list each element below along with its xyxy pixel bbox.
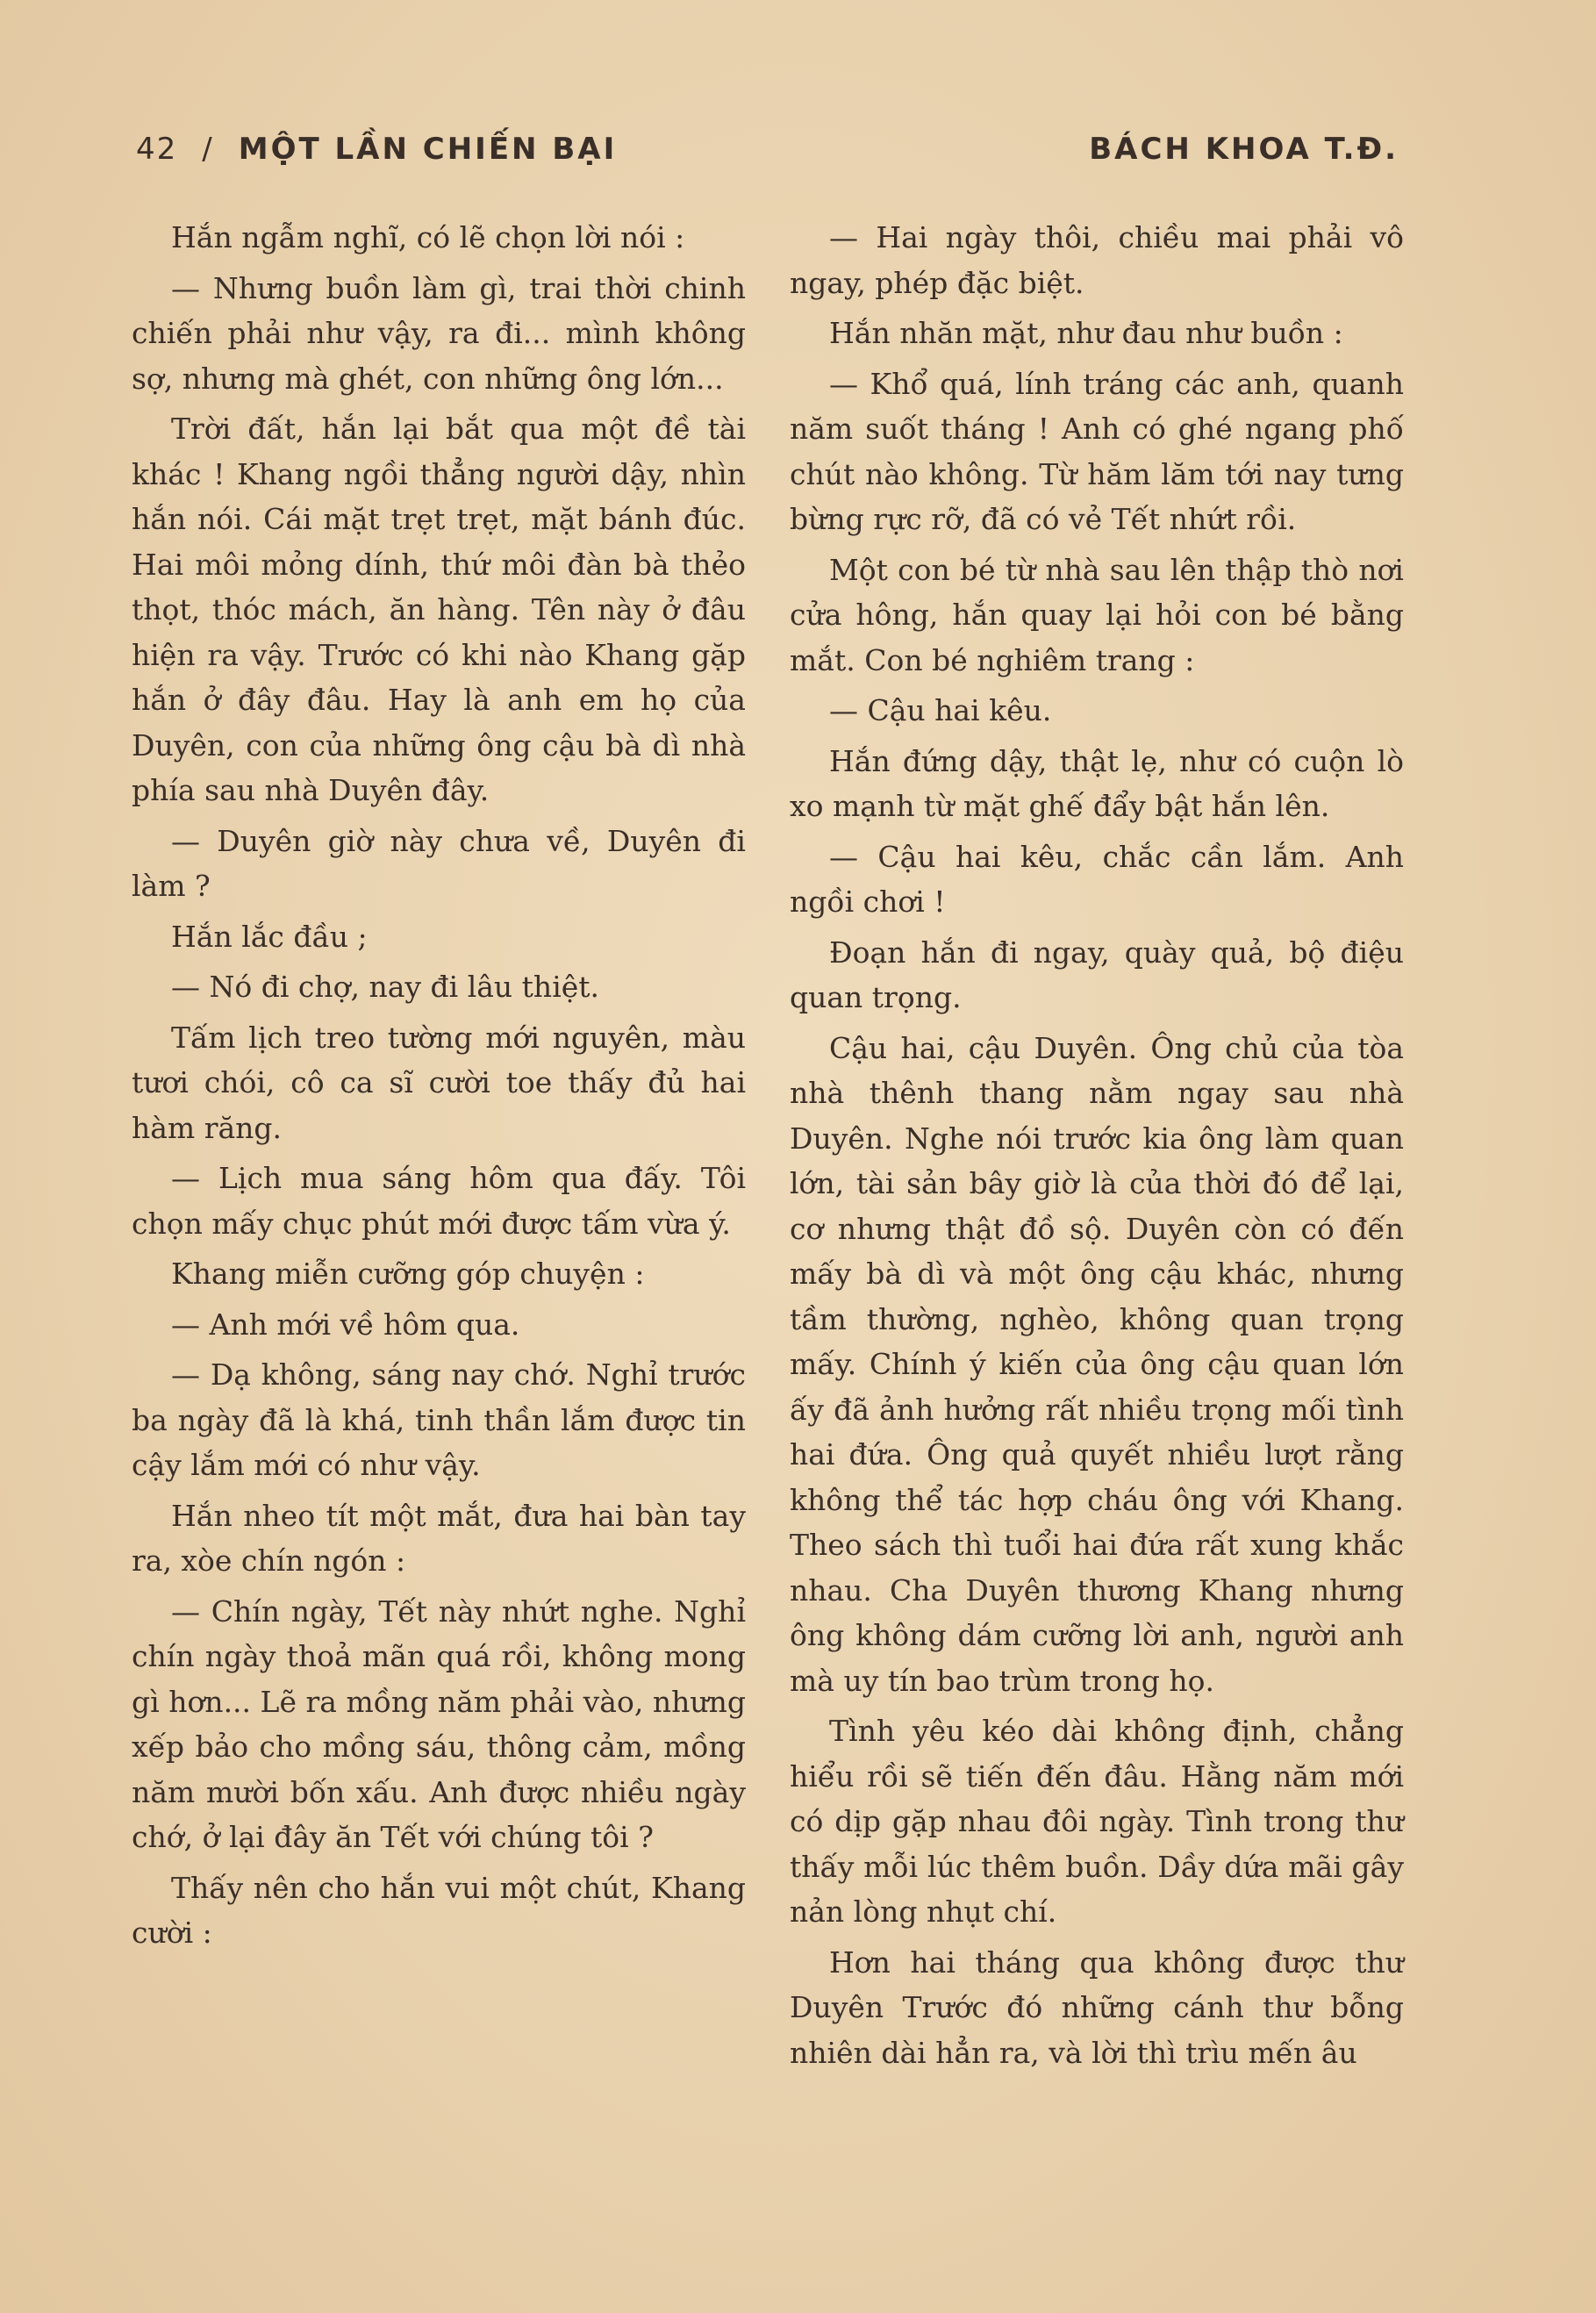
paragraph: Khang miễn cưỡng góp chuyện :: [171, 1257, 645, 1291]
paragraph: — Cậu hai kêu.: [829, 693, 1052, 727]
page-number: 42: [136, 132, 178, 167]
right-column: [790, 215, 1404, 2181]
paragraph: Trời đất, hắn lại bắt qua một đề tài khác ! Khang ngồi thẳng người dậy, nhìn hắn nói. Cái mặt trẹt trẹt, mặt bánh đúc. Hai môi mỏng dính, thứ môi đàn bà thẻo thọt, thóc mách, ăn hàng. Tên này ở đâu hiện ra vậy. Trước có khi nào Khang gặp hắn ở đây đâu. Hay là anh em họ của Duyên, con của những ông cậu bà dì nhà phía sau nhà Duyên đây.: [132, 412, 746, 807]
paragraph: — Duyên giờ này chưa về, Duyên đi làm ?: [132, 823, 746, 903]
paragraph: — Dạ không, sáng nay chớ. Nghỉ trước ba ngày đã là khá, tinh thần lắm được tin cậy lắm mới có như vậy.: [132, 1357, 746, 1482]
paragraph: Cậu hai, cậu Duyên. Ông chủ của tòa nhà thênh thang nằm ngay sau nhà Duyên. Nghe nói trước kia ông làm quan lớn, tài sản bây giờ là của thời đó để lại, cơ nhưng thật đồ sộ. Duyên còn có đến mấy bà dì và một ông cậu khác, nhưng tầm thường, nghèo, không quan trọng mấy. Chính ý kiến của ông cậu quan lớn ấy đã ảnh hưởng rất nhiều trọng mối tình hai đứa. Ông quả quyết nhiều lượt rằng không thể tác hợp cháu ông với Khang. Theo sách thì tuổi hai đứa rất xung khắc nhau. Cha Duyên thương Khang nhưng ông không dám cưỡng lời anh, người anh mà uy tín bao trùm trong họ.: [790, 1030, 1404, 1698]
paragraph: — Lịch mua sáng hôm qua đấy. Tôi chọn mấy chục phút mới được tấm vừa ý.: [132, 1161, 746, 1241]
article-title: MỘT LẦN CHIẾN BẠI: [238, 132, 618, 167]
paragraph: Hắn nhăn mặt, như đau như buồn :: [829, 316, 1343, 350]
paragraph: — Nhưng buồn làm gì, trai thời chinh chiến phải như vậy, ra đi... mình không sợ, nhưng mà ghét, con những ông lớn...: [132, 270, 746, 396]
paragraph: — Cậu hai kêu, chắc cần lắm. Anh ngồi chơi !: [790, 839, 1404, 919]
magazine-name: BÁCH KHOA T.Đ.: [1089, 132, 1399, 167]
paragraph: Tấm lịch treo tường mới nguyên, màu tươi chói, cô ca sĩ cười toe thấy đủ hai hàm răng.: [132, 1020, 746, 1145]
paragraph: Hắn nheo tít một mắt, đưa hai bàn tay ra, xòe chín ngón :: [132, 1498, 746, 1578]
paragraph: Đoạn hắn đi ngay, quày quả, bộ điệu quan trọng.: [790, 935, 1404, 1014]
page-header: [136, 123, 1399, 175]
paragraph: Hơn hai tháng qua không được thư Duyên Trước đó những cánh thư bỗng nhiên dài hẳn ra, và lời thì trìu mến âu: [790, 1944, 1404, 2070]
paragraph: — Chín ngày, Tết này nhứt nghe. Nghỉ chín ngày thoả mãn quá rồi, không mong gì hơn... Lẽ ra mồng năm phải vào, nhưng xếp bảo cho mồng sáu, thông cảm, mồng năm mười bốn xấu. Anh được nhiều ngày chớ, ở lại đây ăn Tết với chúng tôi ?: [132, 1593, 746, 1854]
paragraph: — Nó đi chợ, nay đi lâu thiệt.: [171, 970, 600, 1004]
paragraph: Hắn ngẫm nghĩ, có lẽ chọn lời nói :: [171, 220, 685, 254]
paragraph: Thấy nên cho hắn vui một chút, Khang cười :: [132, 1870, 746, 1950]
paragraph: Hắn lắc đầu ;: [171, 919, 368, 954]
header-left: [136, 132, 617, 167]
paragraph: Tình yêu kéo dài không định, chẳng hiểu rồi sẽ tiến đến đâu. Hằng năm mới có dịp gặp nhau đôi ngày. Tình trong thư thấy mỗi lúc thêm buồn. Dầy dứa mãi gây nản lòng nhụt chí.: [790, 1714, 1404, 1929]
paragraph: — Khổ quá, lính tráng các anh, quanh năm suốt tháng ! Anh có ghé ngang phố chút nào không. Từ hăm lăm tới nay tưng bừng rực rỡ, đã có vẻ Tết nhứt rồi.: [790, 366, 1404, 536]
paragraph: — Anh mới về hôm qua.: [171, 1307, 520, 1342]
paragraph: — Hai ngày thôi, chiều mai phải vô ngay, phép đặc biệt.: [790, 220, 1404, 300]
left-column: [132, 215, 746, 2181]
text-columns: [132, 215, 1404, 2181]
paragraph: Hắn đứng dậy, thật lẹ, như có cuộn lò xo mạnh từ mặt ghế đẩy bật hắn lên.: [790, 743, 1404, 823]
header-separator: /: [202, 132, 214, 167]
paragraph: Một con bé từ nhà sau lên thập thò nơi cửa hông, hắn quay lại hỏi con bé bằng mắt. Con bé nghiêm trang :: [790, 552, 1404, 677]
